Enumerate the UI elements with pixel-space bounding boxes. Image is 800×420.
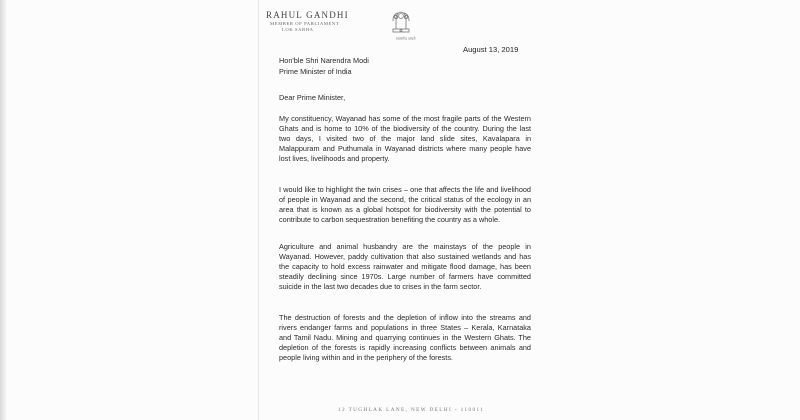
salutation: Dear Prime Minister,: [279, 93, 346, 102]
letterhead-house: LOK SABHA: [282, 27, 314, 32]
letter-date: August 13, 2019: [463, 45, 519, 54]
letterhead-address: 12 TUGHLAK LANE, NEW DELHI - 110011: [338, 407, 485, 413]
margin-rule: [258, 0, 259, 420]
page-edge-shadow: [0, 0, 8, 420]
emblem-motto: सत्यमेव जयते: [396, 36, 416, 41]
recipient-name: Hon'ble Shri Narendra Modi: [279, 56, 369, 65]
paragraph-3: Agriculture and animal husbandry are the mainstays of the people in Wayanad. However, paddy cultivation that also sustained wetlands and has the capacity to hold excess rainwater and mitigate flood damage, has been steadily declining since 1970s. Large number of farmers have committed suicide in the last two decades due to crises in the farm sector.: [279, 242, 531, 291]
letterhead-name: RAHUL GANDHI: [266, 10, 349, 20]
paragraph-4: The destruction of forests and the depletion of inflow into the streams and rivers endanger farms and populations in three States – Kerala, Karnataka and Tamil Nadu. Mining and quarrying continues in the Western Ghats. The depletion of the forests is rapidly increasing conflicts between animals and people living within and in the periphery of the forests.: [279, 313, 531, 362]
paragraph-2: I would like to highlight the twin crises – one that affects the life and livelihood of people in Wayanad and the second, the critical status of the ecology in an area that is known as a global hotspot for biodiversity with the potential to contribute to carbon sequestration benefiting the country as a whole.: [279, 185, 531, 224]
letterhead-title: MEMBER OF PARLIAMENT: [270, 21, 340, 26]
national-emblem-icon: [390, 7, 412, 35]
recipient-title: Prime Minister of India: [279, 67, 352, 76]
paragraph-1: My constituency, Wayanad has some of the most fragile parts of the Western Ghats and is home to 10% of the biodiversity of the country. During the last two days, I visited two of the major land slide sites, Kavalapara in Malappuram and Puthumala in Wayanad districts where many people have lost lives, livelihoods and property.: [279, 114, 531, 163]
